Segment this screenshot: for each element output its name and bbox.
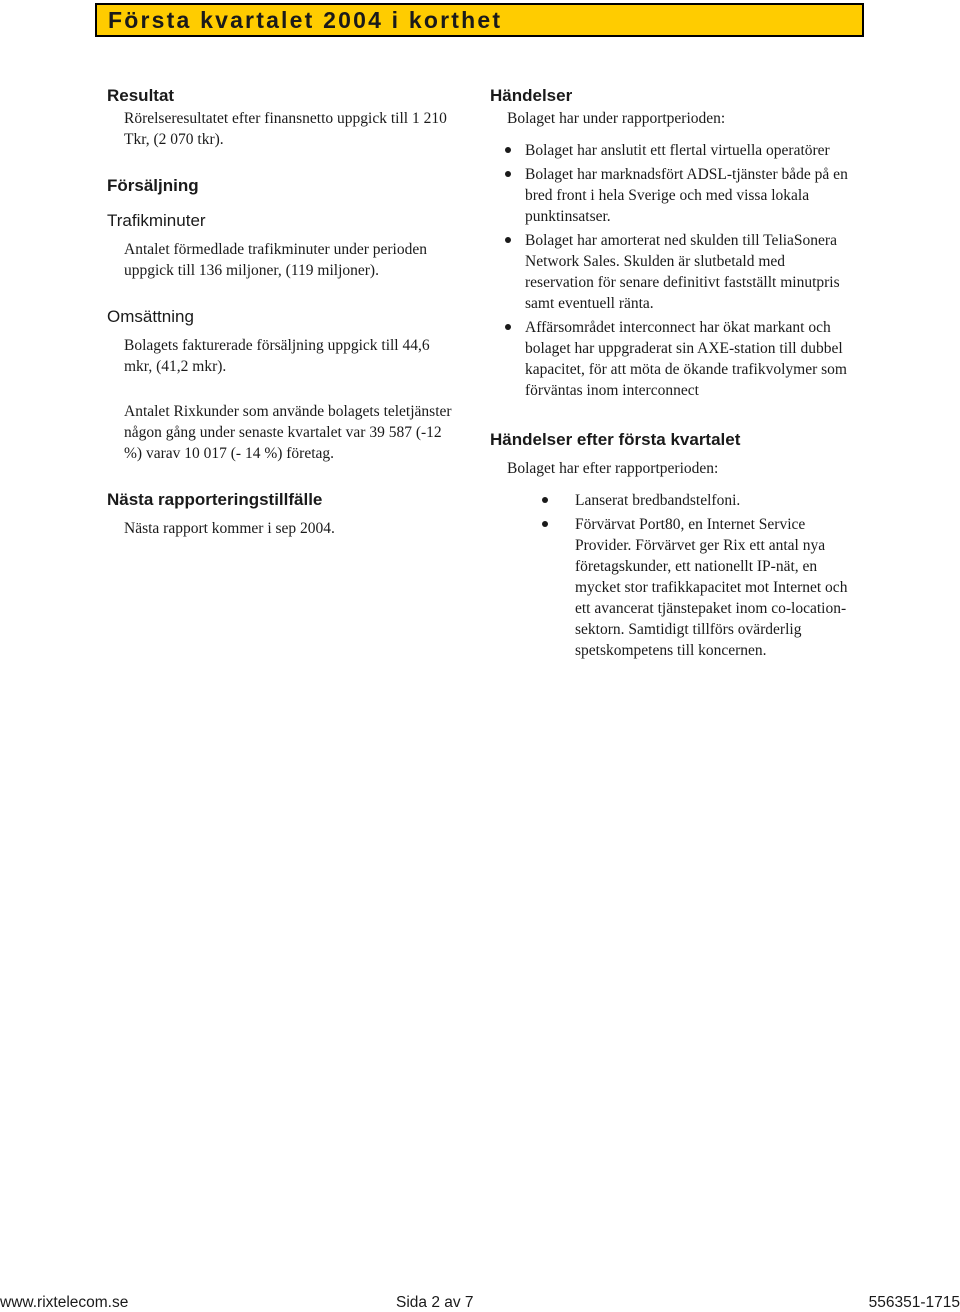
bullet-icon xyxy=(505,324,511,330)
title-banner xyxy=(95,3,864,37)
list-item: Affärsområdet interconnect har ökat markant och bolaget har uppgraderat sin AXE-station till dubbel kapacitet, för att möta de ökande trafikvolymer som förväntas inom interconnect xyxy=(490,317,850,401)
efter-kvartalet-heading: Händelser efter första kvartalet xyxy=(490,430,741,449)
left-column xyxy=(107,84,457,539)
trafikminuter-heading: Trafikminuter xyxy=(107,211,206,230)
list-item: Bolaget har amorterat ned skulden till TeliaSonera Network Sales. Skulden är slutbetald med reservation för senare definitivt fastställt minutpris samt eventuell ränta. xyxy=(490,230,850,314)
omsattning-heading: Omsättning xyxy=(107,307,194,326)
handelser-heading: Händelser xyxy=(490,86,573,105)
page-title: Första kvartalet 2004 i korthet xyxy=(108,7,503,33)
trafikminuter-text: Antalet förmedlade trafikminuter under perioden uppgick till 136 miljoner, (119 miljoner). xyxy=(124,241,427,279)
list-item: Förvärvat Port80, en Internet Service Provider. Förvärvet ger Rix ett antal nya företagskunder, ett nationellt IP-nät, en mycket stor trafikkapacitet mot Internet och ett avancerat tjänstepaket inom co-location-sektorn. Samtidigt tillförs ovärderlig spetskompetens till koncernen. xyxy=(490,514,850,661)
page-footer xyxy=(0,1294,960,1311)
efter-kvartalet-list xyxy=(490,490,850,661)
right-column xyxy=(490,84,850,664)
nasta-rapport-heading: Nästa rapporteringstillfälle xyxy=(107,490,323,509)
bullet-icon xyxy=(542,521,548,527)
resultat-text: Rörelseresultatet efter finansnetto uppgick till 1 210 Tkr, (2 070 tkr). xyxy=(124,110,447,148)
bullet-icon xyxy=(542,497,548,503)
list-item: Lanserat bredbandstelfoni. xyxy=(490,490,850,511)
omsattning-text: Bolagets fakturerade försäljning uppgick till 44,6 mkr, (41,2 mkr). xyxy=(124,337,430,375)
handelser-intro: Bolaget har under rapportperioden: xyxy=(507,110,726,127)
footer-website: www.rixtelecom.se xyxy=(0,1294,129,1311)
handelser-list xyxy=(490,140,850,401)
footer-org-number: 556351-1715 xyxy=(868,1294,960,1311)
rixkunder-text: Antalet Rixkunder som använde bolagets teletjänster någon gång under senaste kvartalet var 39 587 (-12 %) varav 10 017 (- 14 %) företag. xyxy=(124,403,452,462)
footer-page-number: Sida 2 av 7 xyxy=(396,1294,474,1311)
list-item: Bolaget har anslutit ett flertal virtuella operatörer xyxy=(490,140,850,161)
forsaljning-heading: Försäljning xyxy=(107,176,199,195)
bullet-icon xyxy=(505,147,511,153)
bullet-icon xyxy=(505,237,511,243)
efter-kvartalet-intro: Bolaget har efter rapportperioden: xyxy=(507,460,719,477)
list-item: Bolaget har marknadsfört ADSL-tjänster både på en bred front i hela Sverige och med vissa lokala punktinsatser. xyxy=(490,164,850,227)
resultat-heading: Resultat xyxy=(107,86,175,105)
nasta-rapport-text: Nästa rapport kommer i sep 2004. xyxy=(124,520,335,537)
bullet-icon xyxy=(505,171,511,177)
